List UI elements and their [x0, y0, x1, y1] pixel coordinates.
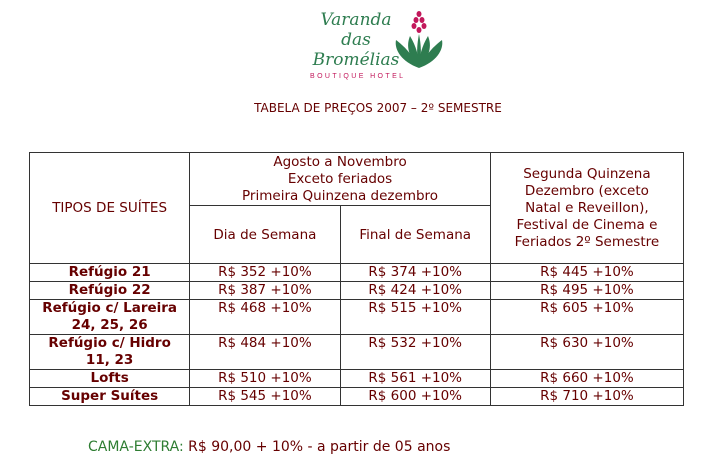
price-final: R$ 374 +10%: [340, 264, 490, 282]
table-row: [30, 370, 684, 388]
table-header-row: [30, 153, 684, 206]
suite-name-line1: Refúgio 22: [68, 282, 151, 298]
price-segunda: R$ 630 +10%: [490, 335, 683, 370]
header-final-semana: Final de Semana: [340, 206, 490, 264]
extra-bed-note: [88, 439, 450, 455]
header-segunda-line2: Dezembro (exceto: [524, 182, 649, 199]
suite-name-line1: Refúgio 21: [68, 264, 151, 280]
row-suite-name: [30, 264, 190, 282]
hotel-logo: [306, 8, 446, 88]
bromeliad-flower-icon: [392, 10, 446, 70]
suite-name-line1: Super Suítes: [61, 388, 159, 404]
header-segunda-line3: Natal e Reveillon),: [525, 199, 649, 216]
header-dia-semana: Dia de Semana: [190, 206, 340, 264]
logo-subtitle: BOUTIQUE HOTEL: [310, 73, 406, 80]
extra-bed-label: CAMA-EXTRA:: [88, 439, 184, 455]
price-segunda: R$ 710 +10%: [490, 388, 683, 406]
price-dia: R$ 510 +10%: [190, 370, 340, 388]
price-final: R$ 532 +10%: [340, 335, 490, 370]
price-segunda: R$ 605 +10%: [490, 300, 683, 335]
price-segunda: R$ 445 +10%: [490, 264, 683, 282]
logo-name-line2: das: [341, 30, 371, 50]
table-row: [30, 335, 684, 370]
suite-name-line1: Lofts: [90, 370, 129, 386]
header-segunda-line4: Festival de Cinema e: [516, 216, 658, 233]
row-suite-name: [30, 282, 190, 300]
header-agosto: [190, 153, 491, 206]
price-final: R$ 600 +10%: [340, 388, 490, 406]
price-dia: R$ 387 +10%: [190, 282, 340, 300]
logo-name: [306, 10, 406, 70]
row-suite-name: [30, 388, 190, 406]
price-dia: R$ 468 +10%: [190, 300, 340, 335]
header-tipos: TIPOS DE SUÍTES: [30, 153, 190, 264]
price-final: R$ 561 +10%: [340, 370, 490, 388]
suite-name-line1: Refúgio c/ Lareira: [42, 300, 178, 316]
suite-name-line2: 11, 23: [85, 352, 134, 368]
suite-name-line2: 24, 25, 26: [71, 317, 148, 333]
header-agosto-line1: Agosto a Novembro: [273, 153, 407, 170]
extra-bed-value: R$ 90,00 + 10% - a partir de 05 anos: [188, 439, 451, 455]
price-dia: R$ 545 +10%: [190, 388, 340, 406]
table-row: [30, 282, 684, 300]
price-table: [29, 152, 684, 406]
header-segunda-line5: Feriados 2º Semestre: [514, 233, 660, 250]
price-dia: R$ 352 +10%: [190, 264, 340, 282]
table-row: [30, 388, 684, 406]
price-segunda: R$ 660 +10%: [490, 370, 683, 388]
table-row: [30, 300, 684, 335]
price-dia: R$ 484 +10%: [190, 335, 340, 370]
price-final: R$ 424 +10%: [340, 282, 490, 300]
suite-name-line1: Refúgio c/ Hidro: [48, 335, 171, 351]
logo-name-line1: Varanda: [320, 10, 392, 30]
row-suite-name: [30, 335, 190, 370]
logo-name-line3: Bromélias: [312, 50, 400, 70]
header-segunda: [490, 153, 683, 264]
price-final: R$ 515 +10%: [340, 300, 490, 335]
header-agosto-line3: Primeira Quinzena dezembro: [242, 187, 439, 204]
table-row: [30, 264, 684, 282]
header-agosto-line2: Exceto feriados: [287, 170, 393, 187]
row-suite-name: [30, 300, 190, 335]
page-title: TABELA DE PREÇOS 2007 – 2º SEMESTRE: [254, 101, 502, 115]
header-segunda-line1: Segunda Quinzena: [523, 165, 651, 182]
price-segunda: R$ 495 +10%: [490, 282, 683, 300]
row-suite-name: [30, 370, 190, 388]
